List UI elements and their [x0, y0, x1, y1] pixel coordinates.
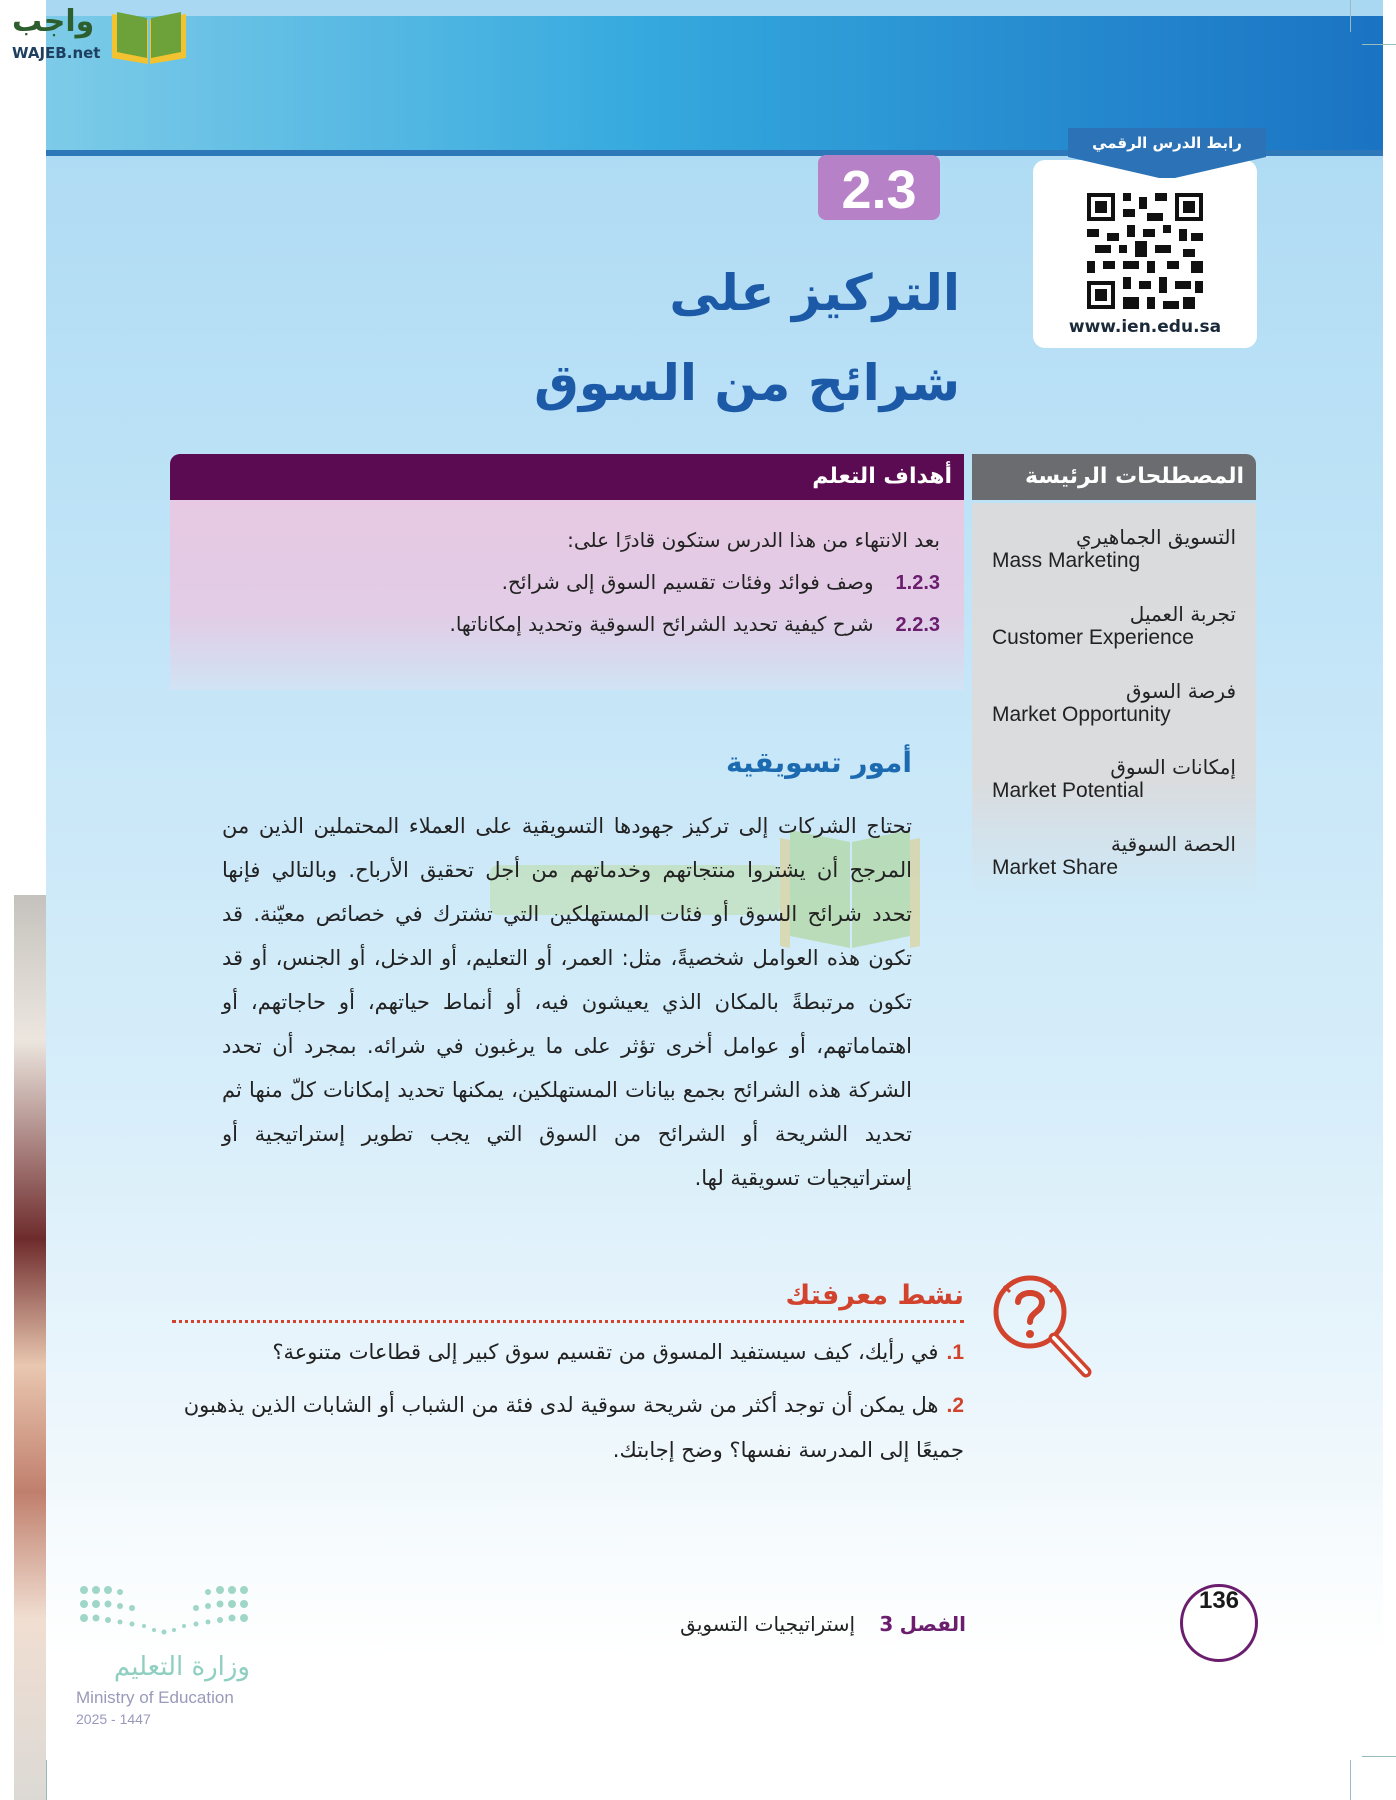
activate-knowledge-heading: نشط معرفتك — [785, 1280, 964, 1311]
key-term-english: Customer Experience — [992, 626, 1194, 649]
learning-objectives-intro: بعد الانتهاء من هذا الدرس ستكون قادرًا على: — [567, 528, 940, 552]
key-term-arabic: فرصة السوق — [1126, 679, 1236, 703]
key-term-item — [992, 832, 1236, 880]
key-terms-header — [972, 454, 1256, 500]
objective-number: 1.2.3 — [895, 572, 940, 594]
key-terms-title: المصطلحات الرئيسة — [1025, 464, 1244, 489]
wajeb-logo-english: WAJEB.net — [12, 44, 101, 62]
chapter-title: إستراتيجيات التسويق — [680, 1612, 856, 1636]
ministry-year: 2025 - 1447 — [76, 1711, 151, 1727]
question-number: 2. — [946, 1394, 964, 1417]
digital-link-label: رابط الدرس الرقمي — [1092, 134, 1242, 152]
crop-mark — [1362, 1756, 1396, 1757]
question-item — [272, 1340, 964, 1365]
wajeb-logo[interactable] — [10, 4, 190, 70]
ministry-name-english: Ministry of Education — [76, 1688, 234, 1707]
question-number: 1. — [946, 1341, 964, 1364]
key-term-arabic: التسويق الجماهيري — [1076, 525, 1236, 549]
dotted-divider — [172, 1320, 964, 1323]
key-term-english: Market Potential — [992, 779, 1144, 802]
marketing-matters-body: تحتاج الشركات إلى تركيز جهودها التسويقية على العملاء المحتملين الذين من المرجح أن يشتروا منتجاتهم وخدماتهم من أجل تحقيق الأرباح. وبالتالي فإنها تحدد شرائح السوق أو فئات المستهلكين التي تشترك في خصائص معيّنة. قد تكون هذه العوامل شخصيةً، مثل: العمر، أو التعليم، أو الدخل، أو الجنس، أو قد تكون مرتبطةً بالمكان الذي يعيشون فيه، أو أنماط حياتهم، أو حاجاتهم، أو اهتماماتهم، أو عوامل أخرى تؤثر على ما يرغبون في شرائه. بمجرد أن تحدد الشركة هذه الشرائح بجمع بيانات المستهلكين، يمكنها تحديد إمكانات كلّ منها ثم تحديد الشريحة أو الشرائح من السوق التي يجب تطوير إستراتيجية أو إستراتيجيات تسويقية لها. — [222, 814, 912, 1190]
lesson-title-line2: شرائح من السوق — [534, 354, 960, 412]
objective-text: وصف فوائد وفئات تقسيم السوق إلى شرائح. — [501, 570, 874, 594]
side-photo-strip — [14, 895, 46, 1800]
learning-objective-item — [449, 612, 940, 637]
book-icon — [108, 6, 190, 66]
learning-objectives-header — [170, 454, 964, 500]
key-term-english: Market Share — [992, 856, 1119, 879]
chapter-label: الفصل — [899, 1612, 966, 1636]
ministry-logo — [74, 1580, 264, 1727]
key-term-arabic: تجربة العميل — [1129, 602, 1236, 626]
ministry-dots-icon — [74, 1580, 254, 1644]
key-term-arabic: الحصة السوقية — [1110, 832, 1236, 856]
key-term-arabic: إمكانات السوق — [1110, 755, 1236, 779]
key-term-item — [992, 679, 1236, 727]
wajeb-logo-arabic: واجب — [12, 4, 95, 39]
chapter-footer — [680, 1612, 966, 1636]
page-number: 136 — [1180, 1584, 1258, 1662]
digital-link-url[interactable]: www.ien.edu.sa — [1068, 317, 1222, 337]
learning-objective-item — [502, 570, 940, 595]
key-term-english: Market Opportunity — [992, 703, 1171, 726]
question-text: في رأيك، كيف سيستفيد المسوق من تقسيم سوق كبير إلى قطاعات متنوعة؟ — [272, 1340, 939, 1364]
question-item — [164, 1383, 964, 1472]
learning-objectives-box — [170, 500, 964, 690]
chapter-number: 3 — [879, 1612, 894, 1636]
magnifier-question-icon — [990, 1268, 1100, 1386]
lesson-title-line1: التركيز على — [669, 264, 960, 322]
key-term-item — [992, 602, 1236, 650]
crop-mark — [1350, 0, 1351, 32]
learning-objectives-title: أهداف التعلم — [812, 464, 952, 489]
key-term-item — [992, 525, 1236, 573]
lesson-number-badge: 2.3 — [818, 155, 940, 220]
objective-text: شرح كيفية تحديد الشرائح السوقية وتحديد إمكاناتها. — [449, 612, 874, 636]
key-terms-box — [972, 503, 1256, 898]
ministry-name-arabic: وزارة التعليم — [113, 1652, 250, 1682]
crop-mark — [46, 1760, 47, 1800]
lesson-title — [440, 248, 960, 428]
qr-code-icon[interactable] — [1087, 193, 1203, 309]
key-term-item — [992, 755, 1236, 803]
objective-number: 2.2.3 — [895, 614, 940, 636]
marketing-matters-heading: أمور تسويقية — [726, 746, 912, 779]
crop-mark — [1350, 1760, 1351, 1800]
question-text: هل يمكن أن توجد أكثر من شريحة سوقية لدى فئة من الشباب أو الشابات الذين يذهبون جميعًا إلى المدرسة نفسها؟ وضح إجابتك. — [183, 1393, 964, 1462]
crop-mark — [1362, 44, 1396, 45]
key-term-english: Mass Marketing — [992, 549, 1141, 572]
